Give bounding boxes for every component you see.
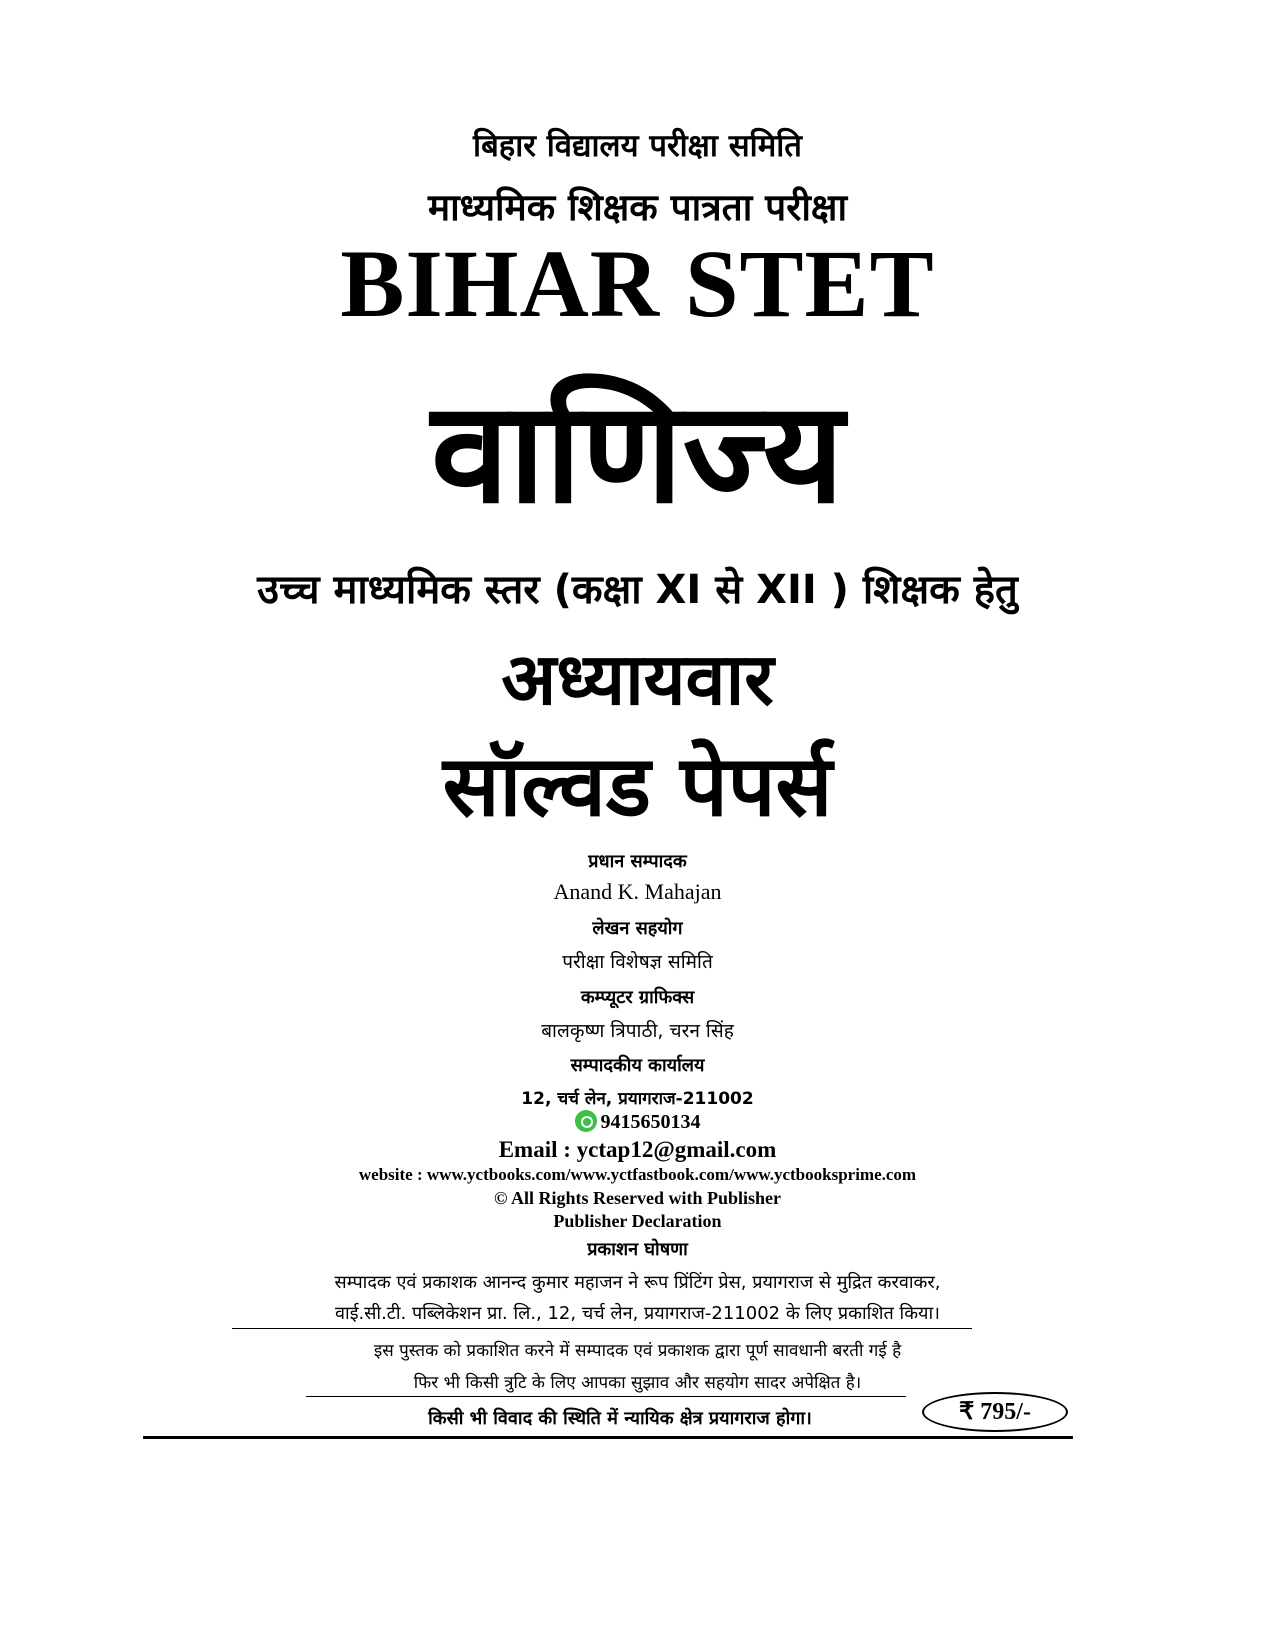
whatsapp-icon xyxy=(575,1110,597,1132)
rights-notice: © All Rights Reserved with Publisher xyxy=(494,1188,781,1208)
level-subtitle: उच्च माध्यमिक स्तर (कक्षा XI से XII ) शिक्षक हेतु xyxy=(257,567,1018,613)
graphics-label: कम्प्यूटर ग्राफिक्स xyxy=(580,987,695,1008)
exam-name-hindi: माध्यमिक शिक्षक पात्रता परीक्षा xyxy=(427,186,848,229)
publisher-declaration: Publisher Declaration xyxy=(553,1211,722,1231)
note-line1: इस पुस्तक को प्रकाशित करने में सम्पादक एवं प्रकाशक द्वारा पूर्ण सावधानी बरती गई है xyxy=(373,1341,902,1361)
phone-number: 9415650134 xyxy=(600,1111,701,1133)
declaration-line2: वाई.सी.टी. पब्लिकेशन प्रा. लि., 12, चर्च लेन, प्रयागराज-211002 के लिए प्रकाशित किया। xyxy=(335,1303,940,1324)
book-type-line1: अध्यायवार xyxy=(501,637,774,721)
email: Email : yctap12@gmail.com xyxy=(498,1137,777,1162)
price-badge: ₹ 795/- xyxy=(922,1392,1068,1432)
chief-editor-name: Anand K. Mahajan xyxy=(553,879,722,904)
phone-row xyxy=(0,1110,1275,1134)
divider xyxy=(306,1396,906,1397)
publisher-declaration-hindi: प्रकाशन घोषणा xyxy=(587,1239,688,1260)
declaration-line1: सम्पादक एवं प्रकाशक आनन्द कुमार महाजन ने रूप प्रिंटिंग प्रेस, प्रयागराज से मुद्रित करवाकर, xyxy=(334,1272,941,1293)
chief-editor-label: प्रधान सम्पादक xyxy=(588,851,687,872)
note-line2: फिर भी किसी त्रुटि के लिए आपका सुझाव और सहयोग सादर अपेक्षित है। xyxy=(413,1373,862,1393)
divider xyxy=(232,1328,972,1329)
book-type-line2: सॉल्वड पेपर्स xyxy=(442,737,833,835)
writing-credit: परीक्षा विशेषज्ञ समिति xyxy=(562,951,713,973)
graphics-credit: बालकृष्ण त्रिपाठी, चरन सिंह xyxy=(541,1020,734,1042)
writing-label: लेखन सहयोग xyxy=(592,918,683,939)
subject-title: वाणिज्य xyxy=(431,372,844,535)
jurisdiction-note: किसी भी विवाद की स्थिति में न्यायिक क्षेत्र प्रयागराज होगा। xyxy=(428,1408,812,1429)
office-address: 12, चर्च लेन, प्रयागराज-211002 xyxy=(521,1089,754,1109)
bottom-rule xyxy=(143,1436,1073,1439)
board-name: बिहार विद्यालय परीक्षा समिति xyxy=(473,128,802,164)
page-title: BIHAR STET xyxy=(340,230,935,337)
website: website : www.yctbooks.com/www.yctfastbook.com/www.yctbooksprime.com xyxy=(358,1165,917,1184)
office-label: सम्पादकीय कार्यालय xyxy=(570,1055,705,1076)
